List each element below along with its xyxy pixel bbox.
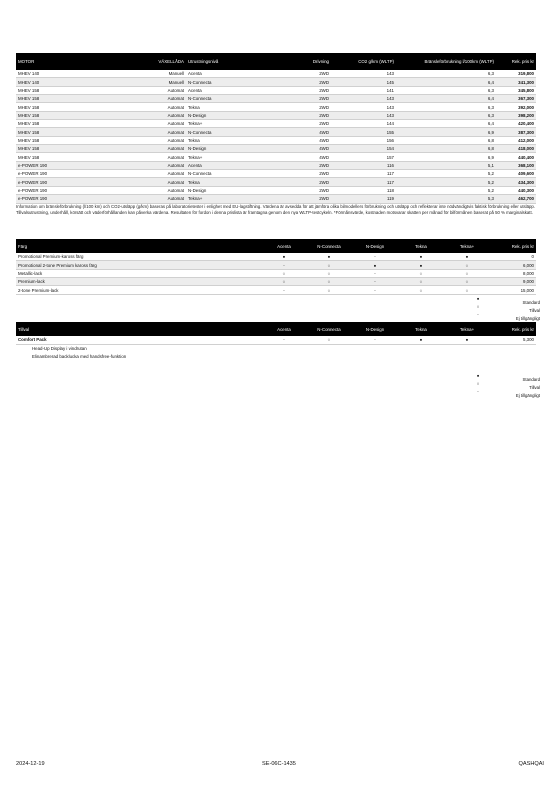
options-table-header: [16, 322, 536, 336]
pack-item-row: [16, 353, 536, 361]
cell-motor: MHEV 158: [16, 111, 142, 119]
cell-trim: N-Connecta: [186, 78, 276, 86]
cell-drive: 2WD: [276, 70, 331, 78]
cell-motor: MHEV 158: [16, 95, 142, 103]
legend-symbol-icon: ●: [476, 373, 480, 378]
cell-trim: Tekna+: [186, 153, 276, 161]
legend-symbol-icon: ○: [476, 304, 480, 309]
legend-label: Ej tillgängligt: [515, 316, 540, 321]
cell-teknaplus: ●: [444, 253, 490, 261]
cell-price: 319,800: [496, 70, 536, 78]
header-nconnecta: N-Connecta: [306, 239, 352, 253]
pack-item-row: [16, 344, 536, 352]
pack-nconnecta: ○: [306, 336, 352, 344]
cell-drive: 2WD: [276, 178, 331, 186]
cell-ndesign: -: [352, 286, 398, 294]
cell-acenta: ○: [262, 278, 306, 286]
cell-gearbox: Manuell: [142, 70, 186, 78]
cell-motor: e-POWER 190: [16, 170, 142, 178]
legend: [462, 297, 540, 321]
cell-motor: e-POWER 190: [16, 186, 142, 194]
cell-co2: 143: [331, 70, 396, 78]
engine-table-row: [16, 178, 536, 186]
legend-symbol-icon: ●: [476, 296, 480, 301]
cell-motor: MHEV 158: [16, 120, 142, 128]
cell-gearbox: Automat: [142, 111, 186, 119]
cell-fuel: 5,1: [396, 161, 496, 169]
color-table-row: [16, 261, 536, 269]
cell-price: 462,700: [496, 195, 536, 203]
header-acenta: Acenta: [262, 322, 306, 336]
cell-co2: 155: [331, 128, 396, 136]
engine-table-row: [16, 111, 536, 119]
cell-price: 367,300: [496, 95, 536, 103]
cell-price: 440,400: [496, 153, 536, 161]
cell-price: 420,400: [496, 120, 536, 128]
pack-teknaplus: ●: [444, 336, 490, 344]
engine-table-row: [16, 186, 536, 194]
header-teknaplus: Tekna+: [444, 239, 490, 253]
legend-symbol-icon: ○: [476, 381, 480, 386]
cell-price: 341,300: [496, 78, 536, 86]
header-fuel: Bränsleförbrukning l/100km (WLTP): [396, 53, 496, 70]
cell-drive: 4WD: [276, 136, 331, 144]
header-gearbox: VÄXELLÅDA: [142, 53, 186, 70]
engine-table-row: [16, 95, 536, 103]
color-table-header: [16, 239, 536, 253]
engine-table-row: [16, 136, 536, 144]
header-ndesign: N-Design: [352, 239, 398, 253]
comfort-pack-row: [16, 336, 536, 344]
cell-price: 412,000: [496, 136, 536, 144]
legend-symbol-icon: -: [477, 389, 479, 394]
cell-nconnecta: ○: [306, 269, 352, 277]
header-tekna: Tekna: [398, 322, 444, 336]
legend-label-row: [462, 394, 540, 398]
cell-price: 368,100: [496, 161, 536, 169]
cell-motor: e-POWER 190: [16, 178, 142, 186]
engine-table-header: [16, 53, 536, 70]
cell-trim: N-Connecta: [186, 95, 276, 103]
cell-co2: 154: [331, 145, 396, 153]
cell-trim: Tekna+: [186, 120, 276, 128]
cell-fuel: 6,4: [396, 120, 496, 128]
engine-price-table: [16, 53, 536, 204]
header-option: Tillval: [16, 322, 262, 336]
cell-tekna: ○: [398, 278, 444, 286]
cell-ndesign: -: [352, 278, 398, 286]
cell-drive: 2WD: [276, 195, 331, 203]
cell-motor: MHEV 158: [16, 153, 142, 161]
cell-motor: MHEV 158: [16, 136, 142, 144]
cell-motor: e-POWER 190: [16, 195, 142, 203]
cell-drive: 2WD: [276, 78, 331, 86]
cell-price: 9,000: [490, 278, 536, 286]
cell-trim: N-Design: [186, 186, 276, 194]
cell-gearbox: Automat: [142, 136, 186, 144]
color-table-row: [16, 253, 536, 261]
cell-gearbox: Automat: [142, 95, 186, 103]
engine-table-row: [16, 161, 536, 169]
cell-trim: N-Design: [186, 145, 276, 153]
cell-fuel: 6,4: [396, 78, 496, 86]
legend-label: Standard: [522, 300, 540, 305]
cell-co2: 143: [331, 103, 396, 111]
header-teknaplus: Tekna+: [444, 322, 490, 336]
cell-ndesign: -: [352, 269, 398, 277]
cell-acenta: -: [262, 261, 306, 269]
engine-table-row: [16, 153, 536, 161]
cell-price: 440,300: [496, 186, 536, 194]
header-price: Rek. pris kr: [496, 53, 536, 70]
cell-fuel: 5,3: [396, 195, 496, 203]
engine-table-row: [16, 195, 536, 203]
header-option-price: Rek. pris kr: [490, 322, 536, 336]
pack-price: 5,300: [490, 336, 536, 344]
cell-trim: Tekna: [186, 136, 276, 144]
cell-trim: Acenta: [186, 161, 276, 169]
legend-label: Ej tillgängligt: [515, 393, 540, 398]
legend-label-row: [462, 317, 540, 321]
cell-nconnecta: ○: [306, 278, 352, 286]
cell-drive: 4WD: [276, 145, 331, 153]
color-table-row: [16, 278, 536, 286]
cell-price: 387,300: [496, 128, 536, 136]
footer-model: QASHQAI: [518, 761, 544, 767]
cell-fuel: 6,3: [396, 111, 496, 119]
cell-motor: e-POWER 190: [16, 161, 142, 169]
cell-co2: 118: [331, 186, 396, 194]
cell-gearbox: Manuell: [142, 78, 186, 86]
cell-gearbox: Automat: [142, 153, 186, 161]
cell-gearbox: Automat: [142, 186, 186, 194]
engine-table-row: [16, 70, 536, 78]
header-tekna: Tekna: [398, 239, 444, 253]
color-table: [16, 239, 536, 295]
cell-color: Promotional Premium-kaross färg: [16, 253, 262, 261]
cell-fuel: 6,9: [396, 128, 496, 136]
cell-trim: Acenta: [186, 70, 276, 78]
cell-color: Promotional 2-tone Premium kaross färg: [16, 261, 262, 269]
cell-fuel: 5,2: [396, 178, 496, 186]
header-color-price: Rek. pris kr: [490, 239, 536, 253]
cell-fuel: 6,3: [396, 103, 496, 111]
cell-fuel: 6,3: [396, 70, 496, 78]
engine-table-row: [16, 145, 536, 153]
cell-drive: 2WD: [276, 186, 331, 194]
header-nconnecta: N-Connecta: [306, 322, 352, 336]
cell-price: 418,000: [496, 145, 536, 153]
cell-acenta: ○: [262, 269, 306, 277]
header-ndesign: N-Design: [352, 322, 398, 336]
cell-color: Premium-lack: [16, 278, 262, 286]
cell-drive: 2WD: [276, 103, 331, 111]
engine-table-row: [16, 170, 536, 178]
cell-co2: 117: [331, 170, 396, 178]
cell-teknaplus: ○: [444, 269, 490, 277]
cell-fuel: 5,2: [396, 170, 496, 178]
cell-acenta: -: [262, 286, 306, 294]
cell-drive: 4WD: [276, 128, 331, 136]
options-table: [16, 322, 536, 360]
cell-color: 2-tone Premium-lack: [16, 286, 262, 294]
cell-drive: 2WD: [276, 161, 331, 169]
engine-table-row: [16, 86, 536, 94]
footer-code: SE-06C-1435: [262, 761, 296, 767]
cell-gearbox: Automat: [142, 145, 186, 153]
header-motor: MOTOR: [16, 53, 142, 70]
cell-gearbox: Automat: [142, 170, 186, 178]
cell-co2: 116: [331, 161, 396, 169]
pack-item: Head-Up Display i vindrutan: [32, 346, 87, 352]
legend-symbol-icon: -: [477, 312, 479, 317]
cell-teknaplus: ○: [444, 261, 490, 269]
cell-drive: 2WD: [276, 111, 331, 119]
cell-fuel: 6,9: [396, 153, 496, 161]
cell-motor: MHEV 140: [16, 70, 142, 78]
cell-gearbox: Automat: [142, 161, 186, 169]
cell-co2: 156: [331, 136, 396, 144]
cell-gearbox: Automat: [142, 128, 186, 136]
cell-co2: 157: [331, 153, 396, 161]
pack-ndesign: -: [352, 336, 398, 344]
cell-gearbox: Automat: [142, 120, 186, 128]
cell-drive: 4WD: [276, 153, 331, 161]
cell-drive: 2WD: [276, 86, 331, 94]
cell-drive: 2WD: [276, 170, 331, 178]
cell-co2: 143: [331, 95, 396, 103]
cell-teknaplus: ○: [444, 286, 490, 294]
color-table-row: [16, 269, 536, 277]
color-table-row: [16, 286, 536, 294]
cell-price: 398,200: [496, 111, 536, 119]
legend-label: Standard: [522, 377, 540, 382]
engine-table-row: [16, 78, 536, 86]
cell-co2: 141: [331, 86, 396, 94]
cell-fuel: 6,3: [396, 86, 496, 94]
pack-tekna: ●: [398, 336, 444, 344]
cell-trim: Tekna: [186, 178, 276, 186]
engine-table-row: [16, 120, 536, 128]
cell-motor: MHEV 158: [16, 128, 142, 136]
cell-trim: N-Design: [186, 111, 276, 119]
cell-price: 409,600: [496, 170, 536, 178]
cell-nconnecta: ○: [306, 261, 352, 269]
cell-gearbox: Automat: [142, 195, 186, 203]
header-acenta: Acenta: [262, 239, 306, 253]
cell-co2: 117: [331, 178, 396, 186]
pack-acenta: -: [262, 336, 306, 344]
engine-table-row: [16, 128, 536, 136]
cell-price: 0: [490, 253, 536, 261]
cell-trim: N-Connecta: [186, 170, 276, 178]
cell-gearbox: Automat: [142, 103, 186, 111]
cell-co2: 143: [331, 111, 396, 119]
cell-trim: Tekna+: [186, 195, 276, 203]
cell-trim: Acenta: [186, 86, 276, 94]
cell-nconnecta: ○: [306, 286, 352, 294]
cell-price: 434,300: [496, 178, 536, 186]
cell-price: 15,000: [490, 286, 536, 294]
cell-tekna: ●: [398, 253, 444, 261]
header-color: Färg: [16, 239, 262, 253]
legend-label: Tillval: [529, 385, 540, 390]
cell-co2: 145: [331, 78, 396, 86]
cell-co2: 119: [331, 195, 396, 203]
header-trim: Utrustningsnivå: [186, 53, 276, 70]
pack-name: Comfort Pack: [16, 336, 262, 344]
header-co2: CO2 g/km (WLTP): [331, 53, 396, 70]
cell-trim: N-Connecta: [186, 128, 276, 136]
header-drive: Drivning: [276, 53, 331, 70]
legend: [462, 374, 540, 398]
legend-label: Tillval: [529, 308, 540, 313]
cell-motor: MHEV 140: [16, 78, 142, 86]
cell-motor: MHEV 158: [16, 145, 142, 153]
cell-price: 6,000: [490, 261, 536, 269]
cell-co2: 144: [331, 120, 396, 128]
cell-trim: Tekna: [186, 103, 276, 111]
cell-tekna: ○: [398, 286, 444, 294]
cell-fuel: 6,4: [396, 95, 496, 103]
cell-fuel: 6,8: [396, 145, 496, 153]
engine-table-row: [16, 103, 536, 111]
cell-fuel: 5,2: [396, 186, 496, 194]
cell-motor: MHEV 158: [16, 86, 142, 94]
cell-color: Metallic-lack: [16, 269, 262, 277]
cell-gearbox: Automat: [142, 86, 186, 94]
cell-tekna: ●: [398, 261, 444, 269]
cell-teknaplus: ○: [444, 278, 490, 286]
cell-ndesign: ●: [352, 261, 398, 269]
cell-motor: MHEV 158: [16, 103, 142, 111]
cell-nconnecta: ●: [306, 253, 352, 261]
footer-date: 2024-12-19: [16, 761, 45, 767]
cell-price: 392,000: [496, 103, 536, 111]
cell-drive: 2WD: [276, 95, 331, 103]
cell-price: 345,800: [496, 86, 536, 94]
cell-gearbox: Automat: [142, 178, 186, 186]
cell-fuel: 6,8: [396, 136, 496, 144]
fuel-consumption-note: Information om bränsleförbrukning (l/100 km) och CO2-utsläpp (g/km) baseras på laboratorietester i enlighet med EU-lagstiftning. Värdena är avsedda för att jämföra olika bilmodellers förbrukning och utsläpp och reflekterar inte nödvändigtvis faktisk förbrukning eller utsläpp. Tillvalsutrustning, underhåll, körsätt och väderförhållanden kan påverka värdena. Resultaten för fordon i denna prislista är framtagna genom den nya WLTP-testcykeln. *Förmånsvärde, kostnaden motsvarar skatten per månad för bilförmånen baserat på 50 % marginalskatt.: [16, 204, 535, 216]
cell-ndesign: -: [352, 253, 398, 261]
cell-tekna: ○: [398, 269, 444, 277]
cell-price: 8,000: [490, 269, 536, 277]
cell-drive: 2WD: [276, 120, 331, 128]
pack-item: Elinambrerad backlucka med handsfree-funktion: [32, 353, 127, 359]
cell-acenta: ●: [262, 253, 306, 261]
